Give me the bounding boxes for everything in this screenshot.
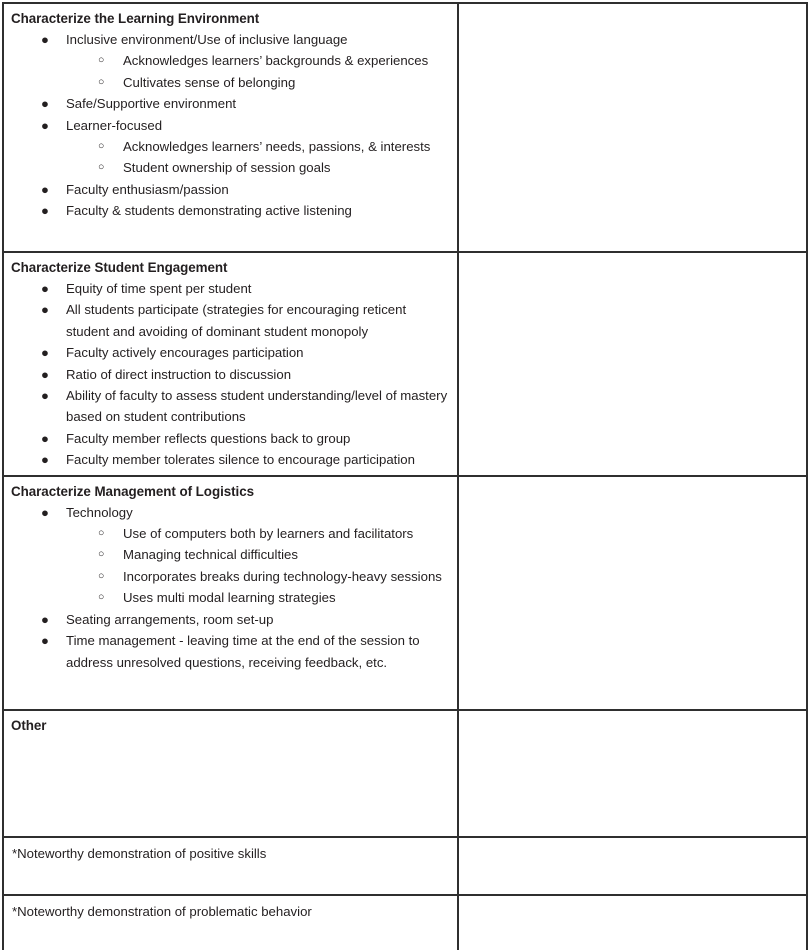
notes-cell-noteworthy-positive[interactable] (458, 837, 807, 895)
list-item-label: Safe/Supportive environment (66, 96, 237, 112)
criteria-list (11, 278, 449, 471)
notes-area[interactable] (459, 4, 806, 251)
notes-area[interactable] (459, 838, 806, 894)
filled-bullet-icon: ● (41, 181, 49, 197)
list-item-label: Faculty actively encourages participation (66, 345, 304, 361)
list-item-label: Learner-focused (66, 117, 163, 133)
criteria-sublist (66, 136, 449, 179)
criteria-cell-other (3, 710, 458, 837)
hollow-bullet-icon: ○ (98, 527, 105, 540)
list-item (66, 157, 449, 178)
criteria-cell-management-of-logistics (3, 476, 458, 710)
criteria-list (11, 29, 449, 222)
list-item (11, 364, 449, 385)
list-item-label: Incorporates breaks during technology-heavy sessions (123, 568, 442, 584)
section-title: Characterize the Learning Environment (11, 11, 260, 26)
list-item (11, 299, 449, 342)
filled-bullet-icon: ● (41, 32, 49, 47)
criteria-cell-student-engagement (3, 252, 458, 476)
list-item (11, 179, 449, 200)
filled-bullet-icon: ● (41, 611, 49, 627)
list-item (66, 72, 449, 93)
list-item (11, 449, 449, 470)
list-item-label: Uses multi modal learning strategies (123, 590, 336, 606)
table-row (3, 3, 807, 252)
hollow-bullet-icon: ○ (98, 75, 105, 88)
list-item-label: Time management - leaving time at the end of the session to address unresolved questions, receiving feedback, etc. (66, 633, 420, 670)
list-item (11, 630, 449, 673)
list-item-label: Managing technical difficulties (123, 547, 298, 563)
notes-area[interactable] (459, 253, 806, 475)
list-item-label: Faculty & students demonstrating active listening (66, 203, 352, 219)
criteria-list (11, 502, 449, 673)
list-item (66, 566, 449, 587)
criteria-cell-noteworthy-positive (3, 837, 458, 895)
hollow-bullet-icon: ○ (98, 140, 105, 153)
filled-bullet-icon: ● (41, 345, 49, 361)
criteria-sublist (66, 50, 449, 93)
list-item (11, 115, 449, 179)
cell-content (4, 838, 457, 868)
criteria-cell-learning-environment (3, 3, 458, 252)
list-item (66, 544, 449, 565)
notes-cell-student-engagement[interactable] (458, 252, 807, 476)
section-title: Characterize Management of Logistics (11, 483, 255, 499)
table-row (3, 710, 807, 837)
filled-bullet-icon: ● (41, 117, 49, 133)
list-item-label: Faculty enthusiasm/passion (66, 181, 229, 197)
list-item-label: Acknowledges learners’ backgrounds & experiences (123, 53, 429, 69)
list-item-label: Faculty member reflects questions back to group (66, 430, 351, 446)
hollow-bullet-icon: ○ (98, 591, 105, 604)
table-row (3, 252, 807, 476)
section-label: *Noteworthy demonstration of positive skills (12, 845, 267, 861)
list-item-label: Use of computers both by learners and facilitators (123, 526, 414, 542)
list-item-label: Technology (66, 504, 133, 520)
list-item-label: Faculty member tolerates silence to encourage participation (66, 452, 415, 468)
filled-bullet-icon: ● (41, 452, 49, 468)
list-item-label: Ratio of direct instruction to discussion (66, 366, 292, 382)
list-item (11, 342, 449, 363)
list-item (11, 93, 449, 114)
list-item (11, 29, 449, 93)
section-label: *Noteworthy demonstration of problematic behavior (12, 903, 312, 919)
list-item (66, 136, 449, 157)
filled-bullet-icon: ● (41, 96, 49, 112)
filled-bullet-icon: ● (41, 203, 49, 219)
cell-content (4, 896, 457, 926)
list-item-label: Equity of time spent per student (66, 281, 252, 296)
notes-cell-other[interactable] (458, 710, 807, 837)
list-item-label: Student ownership of session goals (123, 160, 331, 176)
list-item (66, 587, 449, 608)
notes-cell-learning-environment[interactable] (458, 3, 807, 252)
section-title: Other (11, 717, 47, 733)
filled-bullet-icon: ● (41, 302, 49, 318)
list-item (66, 50, 449, 71)
list-item (11, 502, 449, 609)
rubric-table-body (3, 3, 807, 950)
filled-bullet-icon: ● (41, 388, 49, 404)
list-item (11, 200, 449, 221)
cell-content (4, 253, 457, 475)
hollow-bullet-icon: ○ (98, 548, 105, 561)
criteria-cell-noteworthy-problematic (3, 895, 458, 950)
notes-cell-noteworthy-problematic[interactable] (458, 895, 807, 950)
list-item (11, 428, 449, 449)
hollow-bullet-icon: ○ (98, 161, 105, 174)
notes-area[interactable] (459, 477, 806, 709)
rubric-table (2, 2, 808, 950)
list-item-label: Seating arrangements, room set-up (66, 611, 274, 627)
cell-content (4, 477, 457, 677)
cell-content (4, 711, 457, 740)
list-item (11, 278, 449, 299)
list-item-label: Inclusive environment/Use of inclusive language (66, 32, 348, 47)
filled-bullet-icon: ● (41, 430, 49, 446)
filled-bullet-icon: ● (41, 281, 49, 296)
list-item-label: Acknowledges learners’ needs, passions, & interests (123, 139, 431, 155)
table-row (3, 895, 807, 950)
notes-area[interactable] (459, 711, 806, 836)
list-item-label: Ability of faculty to assess student understanding/level of mastery based on student contributions (66, 388, 448, 425)
hollow-bullet-icon: ○ (98, 569, 105, 582)
section-title: Characterize Student Engagement (11, 260, 228, 275)
list-item-label: All students participate (strategies for encouraging reticent student and avoiding of dominant student monopoly (66, 302, 407, 339)
list-item (11, 609, 449, 630)
filled-bullet-icon: ● (41, 504, 49, 520)
table-row (3, 476, 807, 710)
notes-cell-management-of-logistics[interactable] (458, 476, 807, 710)
table-row (3, 837, 807, 895)
cell-content (4, 4, 457, 226)
criteria-sublist (66, 523, 449, 609)
list-item-label: Cultivates sense of belonging (123, 74, 296, 90)
list-item (11, 385, 449, 428)
notes-area[interactable] (459, 896, 806, 950)
filled-bullet-icon: ● (41, 366, 49, 382)
filled-bullet-icon: ● (41, 633, 49, 649)
hollow-bullet-icon: ○ (98, 54, 105, 67)
list-item (66, 523, 449, 544)
